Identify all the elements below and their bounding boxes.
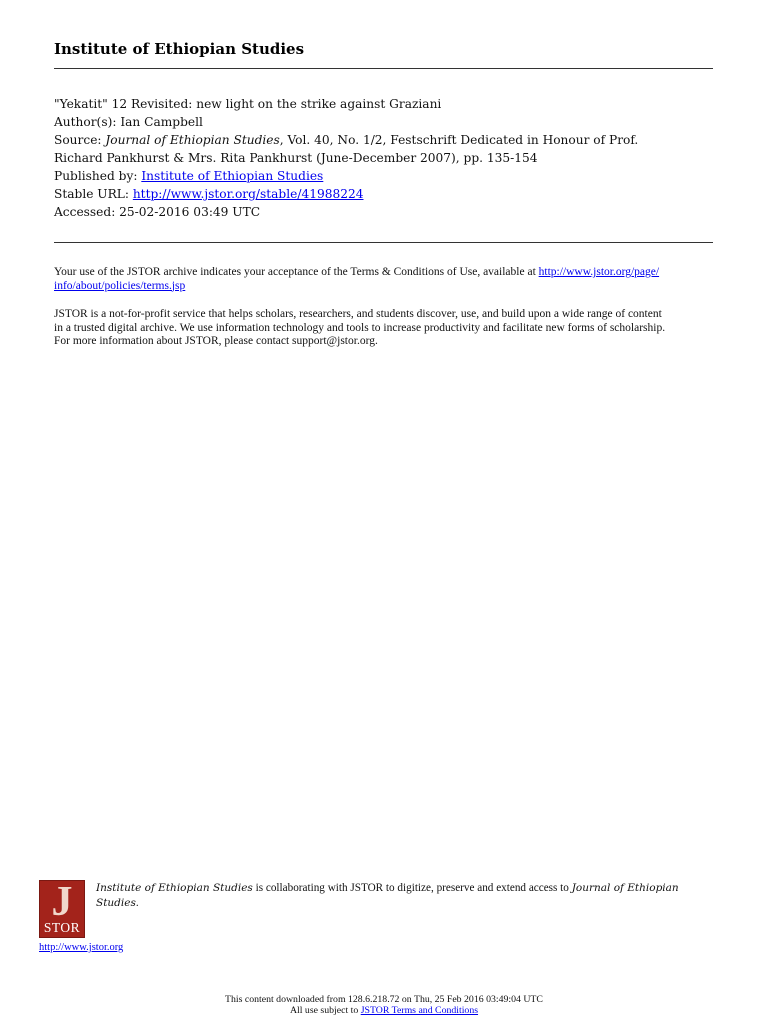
stable-url-label: Stable URL:	[54, 187, 129, 201]
collab-journal-cont: Studies	[96, 896, 136, 909]
jstor-logo-wordmark: STOR	[43, 920, 81, 935]
collab-institution: Institute of Ethiopian Studies	[96, 882, 253, 894]
source-label: Source:	[54, 133, 102, 147]
about-line-2: in a trusted digital archive. We use information technology and tools to increase productivity and facilitate new forms of scholarship.	[54, 321, 666, 334]
published-label: Published by:	[54, 169, 138, 183]
source-line	[54, 131, 724, 149]
page-title: Institute of Ethiopian Studies	[54, 40, 305, 58]
collab-text: is collaborating with JSTOR to digitize, preserve and extend access to	[255, 882, 569, 894]
citation-divider	[54, 242, 713, 243]
jstor-logo[interactable]	[39, 880, 85, 938]
jstor-logo-letter: J	[51, 879, 73, 925]
authors-value: Ian Campbell	[120, 115, 203, 129]
download-notice: This content downloaded from 128.6.218.72 on Thu, 25 Feb 2016 03:49:04 UTC	[225, 994, 543, 1005]
stable-url-link[interactable]: http://www.jstor.org/stable/41988224	[132, 187, 364, 201]
about-line-1: JSTOR is a not-for-profit service that helps scholars, researchers, and students discover, use, and build upon a wide range of content	[54, 308, 662, 320]
terms-link-cont[interactable]: info/about/policies/terms.jsp	[54, 279, 186, 292]
collaboration-notice	[96, 881, 711, 910]
terms-paragraph	[54, 266, 719, 293]
about-paragraph	[54, 308, 719, 349]
collab-journal: Journal of Ethiopian	[571, 882, 679, 894]
accessed-line: Accessed: 25-02-2016 03:49 UTC	[54, 205, 261, 219]
terms-footer	[0, 1005, 768, 1017]
publisher-link[interactable]: Institute of Ethiopian Studies	[141, 169, 324, 183]
publisher-line	[54, 167, 724, 185]
authors-label: Author(s):	[54, 115, 117, 129]
source-line-2: Richard Pankhurst & Mrs. Rita Pankhurst (June-December 2007), pp. 135-154	[54, 151, 538, 165]
collab-end: .	[135, 896, 139, 909]
source-journal: Journal of Ethiopian Studies	[105, 133, 280, 147]
terms-footer-link[interactable]: JSTOR Terms and Conditions	[360, 1005, 479, 1016]
source-details: , Vol. 40, No. 1/2, Festschrift Dedicated in Honour of Prof.	[279, 133, 639, 147]
header-divider	[54, 68, 713, 69]
about-line-3: For more information about JSTOR, please contact support@jstor.org.	[54, 335, 378, 347]
terms-link[interactable]: http://www.jstor.org/page/	[538, 266, 660, 278]
terms-footer-prefix: All use subject to	[289, 1005, 359, 1016]
citation-block	[54, 95, 724, 221]
jstor-home-link[interactable]: http://www.jstor.org	[39, 942, 124, 953]
authors-line	[54, 113, 724, 131]
article-title: "Yekatit" 12 Revisited: new light on the strike against Graziani	[54, 97, 442, 111]
stable-url-line	[54, 185, 724, 203]
terms-text: Your use of the JSTOR archive indicates your acceptance of the Terms & Conditions of Use, available at	[54, 266, 536, 278]
